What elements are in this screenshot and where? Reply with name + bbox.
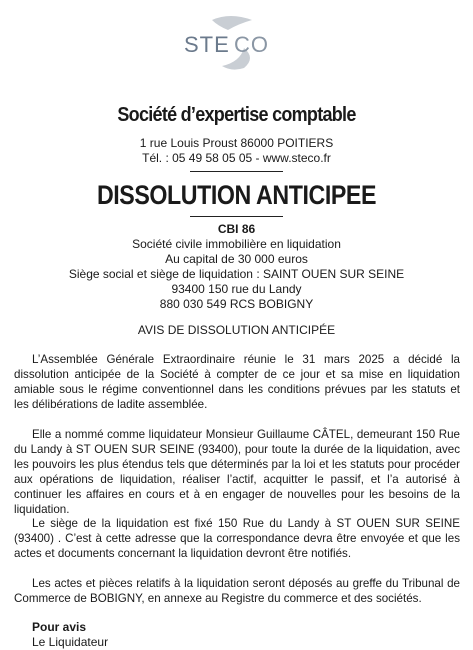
firm-name: Société d’expertise comptable — [117, 104, 356, 126]
closing-label: Pour avis — [32, 620, 87, 634]
company-name: CBI 86 — [217, 222, 256, 236]
company-street: 93400 150 rue du Landy — [171, 282, 302, 296]
paragraph-liquidation-seat: Le siège de la liquidation est fixé 150 Rue du Landy à ST OUEN SUR SEINE (93400) . C’est à cette adresse que la correspondance devra être envoyée et que les actes et documents concernant la liquidation devront être notifiés. — [14, 517, 460, 560]
firm-address: 1 rue Louis Proust 86000 POITIERS — [139, 136, 334, 150]
paragraph-filing: Les actes et pièces relatifs à la liquidation seront déposés au greffe du Tribunal de Commerce de BOBIGNY, en annexe au Registre du commerce et des sociétés. — [14, 577, 460, 605]
divider — [190, 216, 283, 217]
firm-contact: Tél. : 05 49 58 05 05 - www.steco.fr — [142, 151, 331, 165]
closing-signatory: Le Liquidateur — [32, 635, 109, 649]
company-seat: Siège social et siège de liquidation : SAINT OUEN SUR SEINE — [68, 267, 405, 281]
closing — [32, 620, 108, 650]
company-capital: Au capital de 30 000 euros — [165, 252, 308, 266]
steco-logo-icon — [182, 14, 278, 70]
company-details — [0, 222, 473, 312]
svg-text:CO: CO — [234, 32, 269, 57]
notice-heading: AVIS DE DISSOLUTION ANTICIPÉE — [137, 323, 336, 337]
paragraph-decision: L’Assemblée Générale Extraordinaire réunie le 31 mars 2025 a décidé la dissolution anticipée de la Société à compter de ce jour et sa mise en liquidation amiable sous le régime conventionnel dans les conditions prévues par les statuts et les délibérations de ladite assemblée. — [14, 353, 460, 411]
steco-logo — [182, 14, 278, 70]
company-rcs: 880 030 549 RCS BOBIGNY — [159, 297, 314, 311]
paragraph-liquidator: Elle a nommé comme liquidateur Monsieur Guillaume CÂTEL, demeurant 150 Rue du Landy à ST OUEN SUR SEINE (93400), pour toute la durée de la liquidation, avec les pouvoirs les plus étendus tels que déterminés par la loi et les statuts pour procéder aux opérations de liquidation, réaliser l’actif, acquitter le passif, et l’a autorisé à continuer les affaires en cours et à en engager de nouvelles pour les besoins de la liquidation. — [14, 428, 460, 516]
svg-text:STE: STE — [184, 32, 230, 57]
company-form: Société civile immobilière en liquidation — [132, 237, 341, 251]
divider — [190, 171, 283, 172]
notice-title: DISSOLUTION ANTICIPEE — [96, 180, 377, 210]
